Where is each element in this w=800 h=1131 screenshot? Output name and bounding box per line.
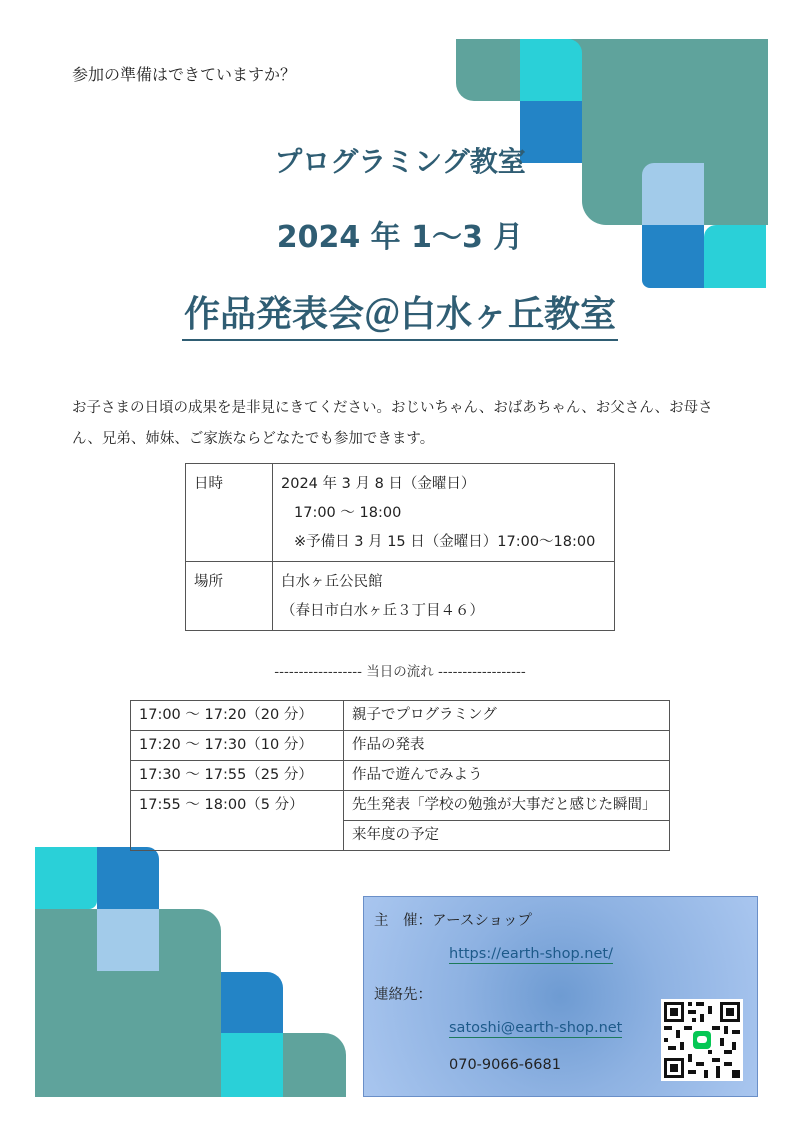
table-row [131,701,670,731]
flow-activity: 作品で遊んでみよう [344,761,670,791]
reserve-value: ※予備日 3 月 15 日（金曜日）17:00～18:00 [294,534,596,550]
intro-text: 参加の準備はできていますか？ [72,65,297,84]
table-row [131,761,670,791]
host-label: 主 催：アースショップ [374,913,533,929]
flow-activity: 作品の発表 [344,731,670,761]
flow-time: 17:30 ～ 17:55（25 分） [131,761,344,791]
email-link[interactable]: satoshi@earth-shop.net [449,1020,623,1036]
flow-time: 17:55 ～ 18:00（5 分） [131,791,344,851]
flow-time: 17:20 ～ 17:30（10 分） [131,731,344,761]
qr-code-icon[interactable] [661,999,743,1081]
place-label: 場所 [186,562,273,631]
flow-time: 17:00 ～ 17:20（20 分） [131,701,344,731]
flow-table [130,700,670,851]
place-value: 白水ヶ丘公民館 [281,574,383,590]
info-row-place [186,562,615,631]
date-value: 2024 年 3 月 8 日（金曜日） [281,476,476,492]
info-row-date [186,464,615,562]
time-value: 17:00 ～ 18:00 [294,505,402,521]
flow-activity: 親子でプログラミング [344,701,670,731]
date-cell [273,464,615,562]
period-title: 2024 年 1～3 月 [276,220,524,255]
table-row [131,731,670,761]
flow-activity: 来年度の予定 [344,821,670,851]
page-title: プログラミング教室 [274,145,526,178]
place-cell [273,562,615,631]
info-table [185,463,615,631]
event-title [0,286,800,337]
table-row [131,791,670,821]
contact-label: 連絡先： [374,987,432,1003]
phone-number: 070-9066-6681 [449,1057,561,1073]
flow-heading: ------------------ 当日の流れ ------------------ [274,664,526,680]
flow-activity: 先生発表「学校の勉強が大事だと感じた瞬間」 [344,791,670,821]
date-label: 日時 [186,464,273,562]
address-value: （春日市白水ヶ丘３丁目４６） [281,603,484,619]
event-title-text: 作品発表会＠白水ヶ丘教室 [182,294,618,341]
bottom-left-decoration [35,847,346,1097]
description: お子さまの日頃の成果を是非見にきてください。おじいちゃん、おばあちゃん、お父さん、お母さん、兄弟、姉妹、ご家族ならどなたでも参加できます。 [72,400,713,447]
website-link[interactable]: https://earth-shop.net/ [449,946,613,962]
contact-box [363,896,758,1097]
